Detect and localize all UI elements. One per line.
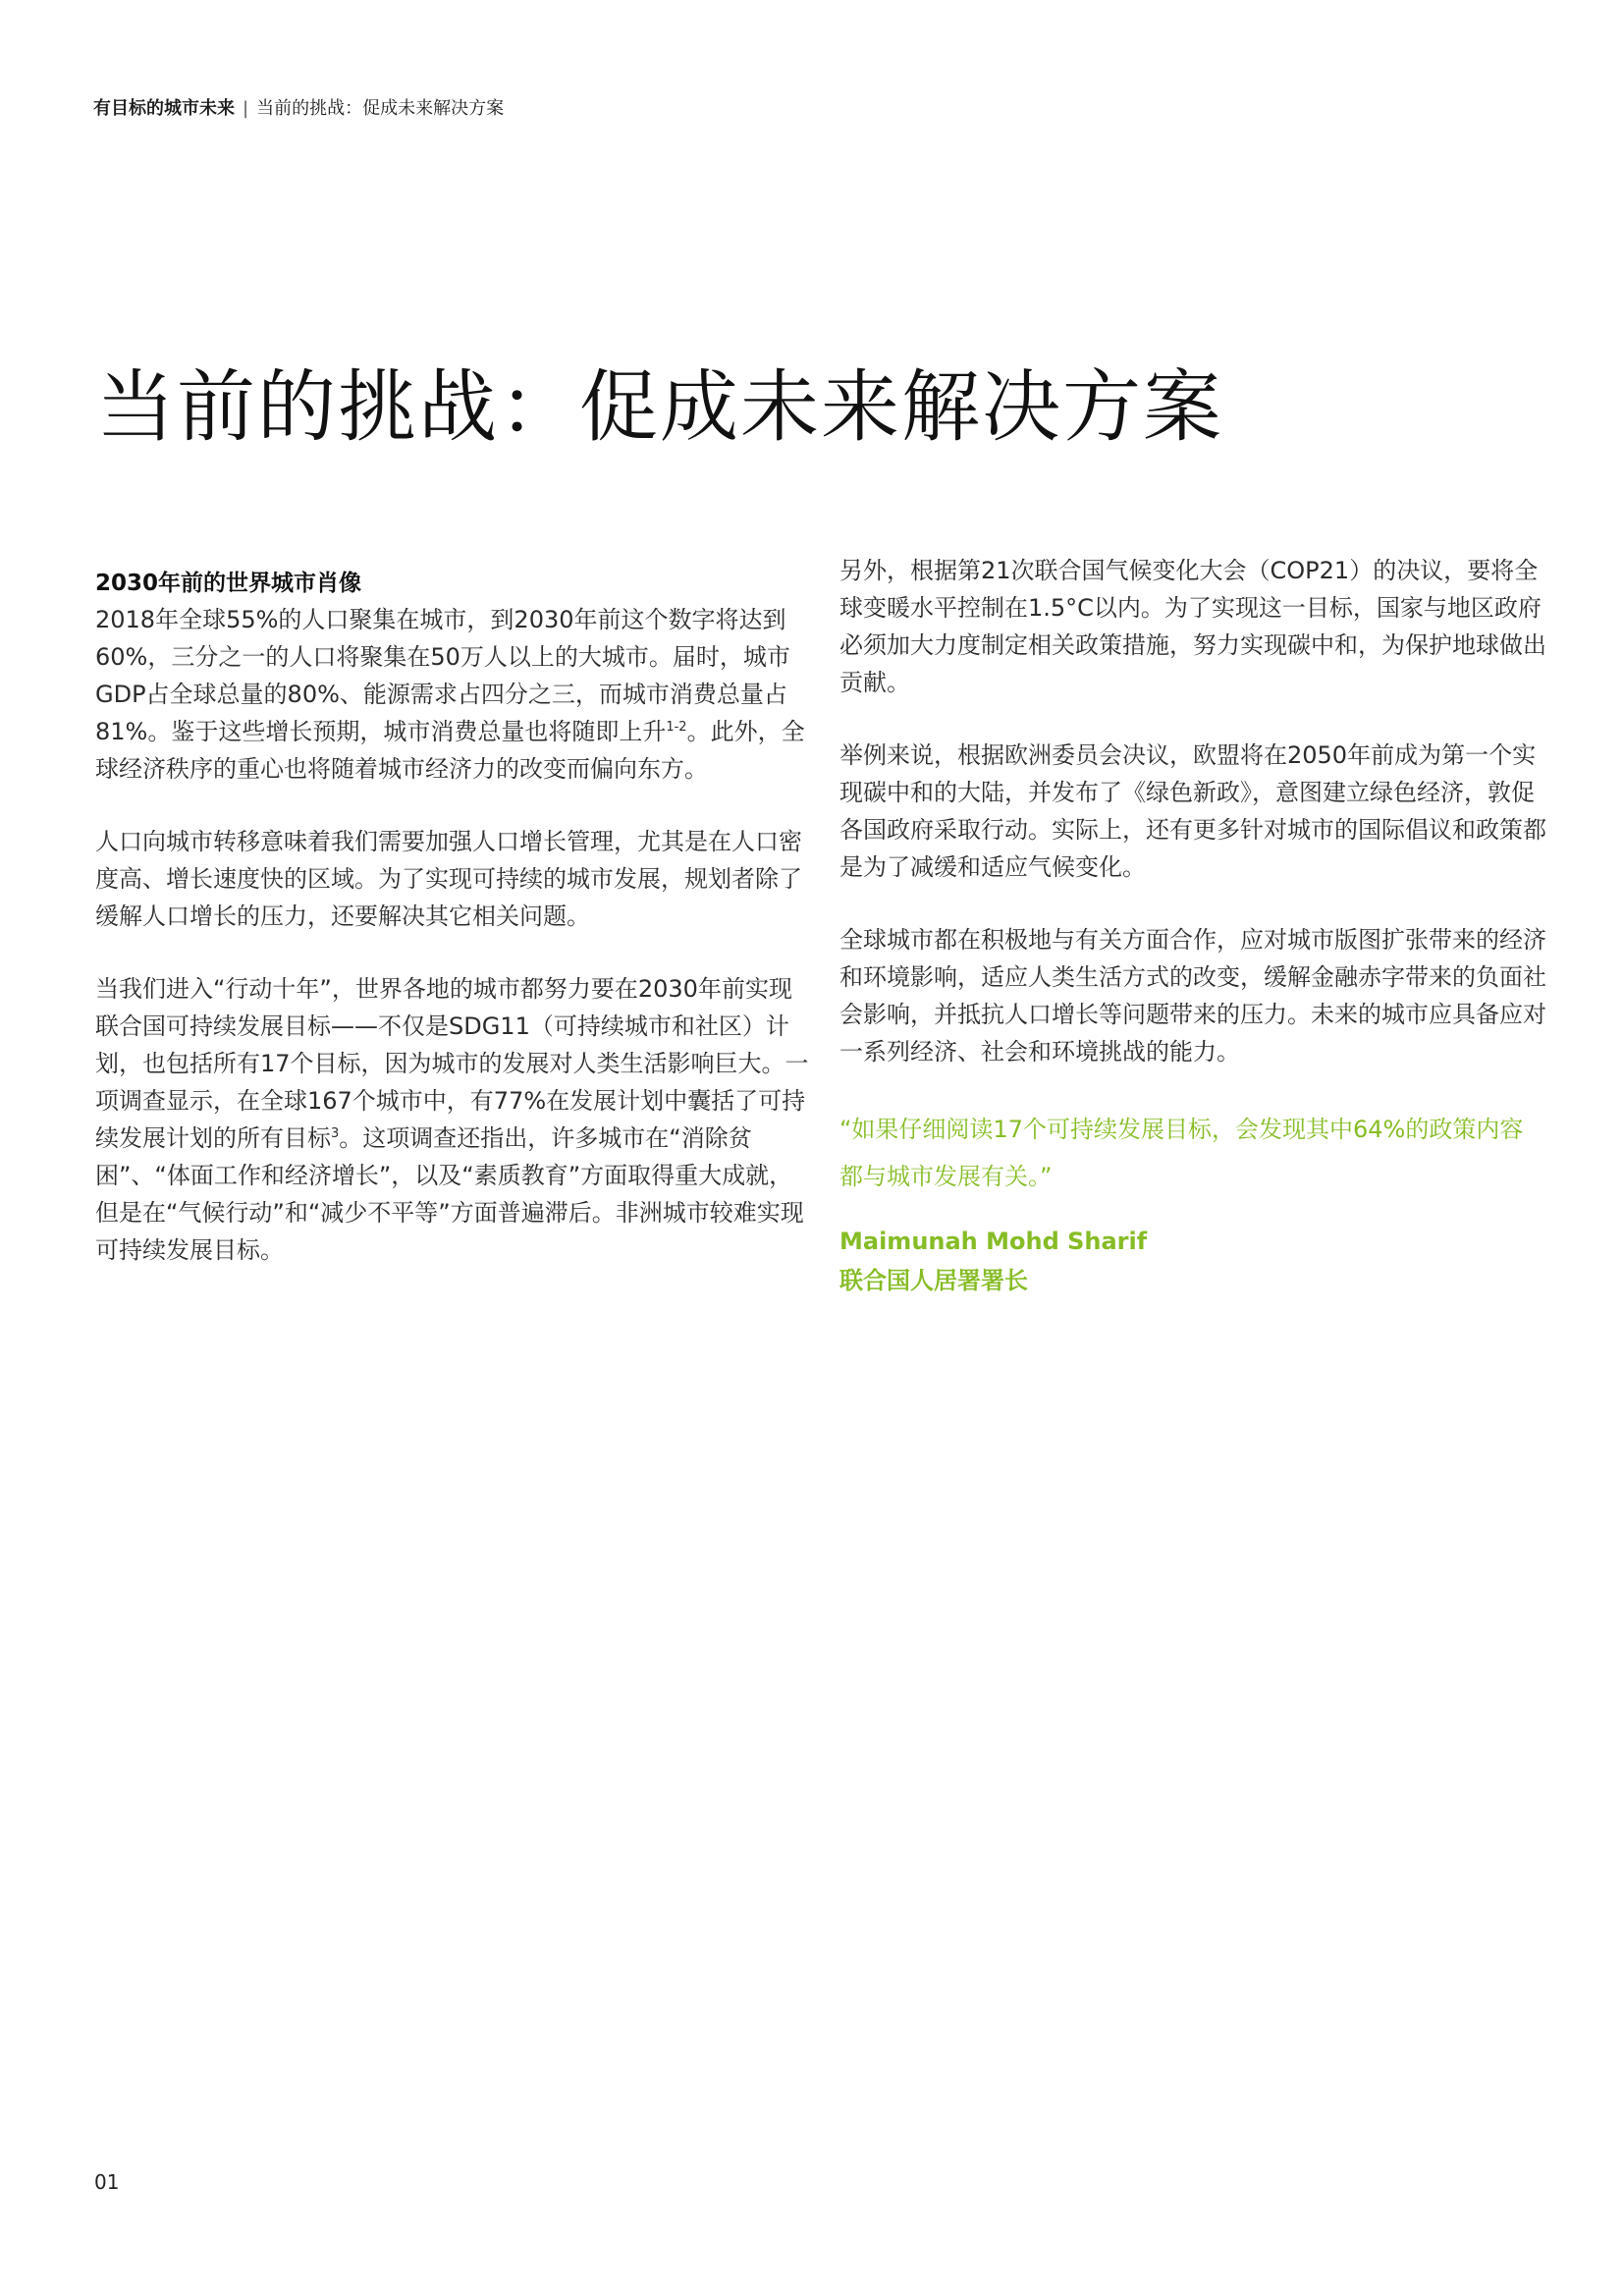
page-title: 当前的挑战：促成未来解决方案	[96, 361, 1223, 453]
right-paragraph-3: 全球城市都在积极地与有关方面合作，应对城市版图扩张带来的经济和环境影响，适应人类生活方式的改变，缓解金融赤字带来的负面社会影响，并抵抗人口增长等问题带来的压力。未来的城市应具备应对一系列经济、社会和环境挑战的能力。	[839, 926, 1546, 1066]
pull-quote: “如果仔细阅读17个可持续发展目标，会发现其中64%的政策内容都与城市发展有关。”	[839, 1116, 1524, 1190]
left-paragraph-2: 人口向城市转移意味着我们需要加强人口增长管理，尤其是在人口密度高、增长速度快的区域。为了实现可持续的城市发展，规划者除了缓解人口增长的压力，还要解决其它相关问题。	[95, 828, 802, 930]
quote-attribution-name: Maimunah Mohd Sharif	[839, 1228, 1148, 1255]
section-heading: 2030年前的世界城市肖像	[95, 571, 362, 596]
left-paragraph-3-text-b: 。这项调查还指出，许多城市在“消除贫困”、“体面工作和经济增长”，以及“素质教育”方面取得重大成就，但是在“气候行动”和“减少不平等”方面普遍滞后。非洲城市较难实现可持续发展目标。	[95, 1124, 804, 1264]
page-number: 01	[94, 2170, 120, 2194]
left-paragraph-1	[95, 601, 812, 788]
right-paragraph-2: 举例来说，根据欧洲委员会决议，欧盟将在2050年前成为第一个实现碳中和的大陆，并发布了《绿色新政》，意图建立绿色经济，敦促各国政府采取行动。实际上，还有更多针对城市的国际倡议和政策都是为了减缓和适应气候变化。	[839, 741, 1546, 881]
left-paragraph-3	[95, 970, 812, 1269]
left-paragraph-3-text-a: 当我们进入“行动十年”，世界各地的城市都努力要在2030年前实现联合国可持续发展目标——不仅是SDG11（可持续城市和社区）计划，也包括所有17个目标，因为城市的发展对人类生活影响巨大。一项调查显示，在全球167个城市中，有77%在发展计划中囊括了可持续发展计划的所有目标	[95, 975, 809, 1152]
running-header	[93, 94, 504, 120]
left-paragraph-1-text-a: 2018年全球55%的人口聚集在城市，到2030年前这个数字将达到60%，三分之一的人口将聚集在50万人以上的大城市。届时，城市GDP占全球总量的80%、能源需求占四分之三，而城市消费总量占81%。鉴于这些增长预期，城市消费总量也将随即上升	[95, 606, 790, 745]
footnote-ref-3: 3	[331, 1126, 340, 1141]
footnote-ref-1-2: 1-2	[666, 720, 687, 735]
left-column	[95, 566, 812, 1304]
right-paragraph-1: 另外，根据第21次联合国气候变化大会（COP21）的决议，要将全球变暖水平控制在1.5°C以内。为了实现这一目标，国家与地区政府必须加大力度制定相关政策措施，努力实现碳中和，为保护地球做出贡献。	[839, 557, 1546, 696]
header-separator: |	[243, 98, 249, 119]
header-subtitle: 当前的挑战：促成未来解决方案	[256, 98, 505, 119]
left-paragraph-1-text-b: 。此外，全球经济秩序的重心也将随着城市经济力的改变而偏向东方。	[95, 718, 805, 783]
right-column	[839, 552, 1546, 1300]
header-section: 有目标的城市未来	[93, 98, 235, 119]
quote-attribution-role: 联合国人居署署长	[839, 1267, 1028, 1294]
